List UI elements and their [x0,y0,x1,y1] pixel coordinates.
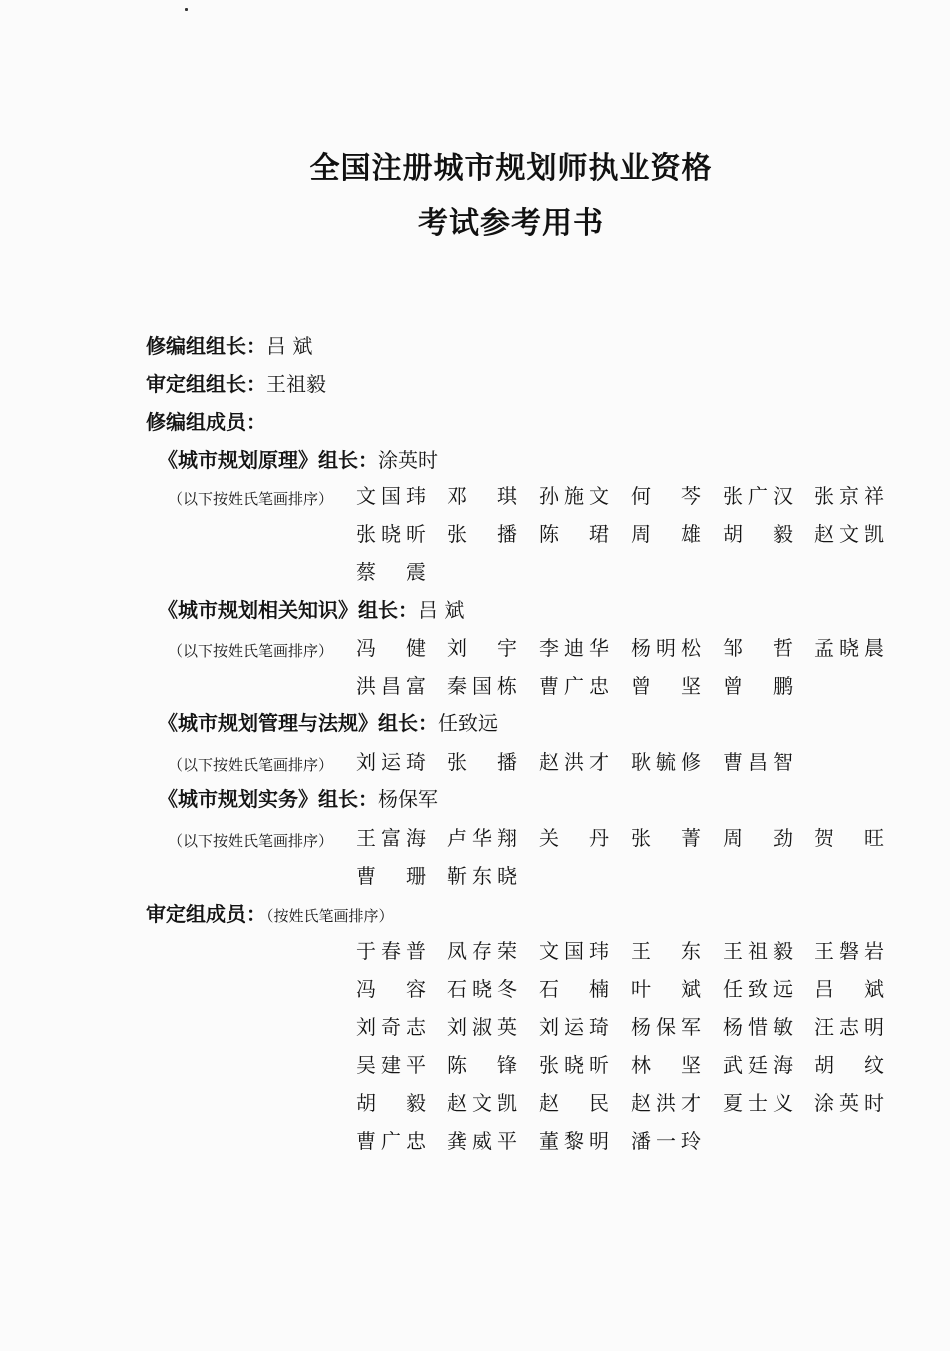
revision-members-line [146,409,266,435]
member-name: 张 菁 [631,826,701,850]
member-name: 周 雄 [631,522,701,546]
book-leader-name: 涂英时 [378,448,438,472]
sort-note: （以下按姓氏笔画排序） [168,832,334,850]
member-name: 耿 毓 修 [631,750,701,774]
member-name: 文 国 玮 [356,484,426,508]
member-name: 杨 保 军 [631,1015,701,1039]
member-name: 龚 威 平 [447,1129,517,1153]
member-name: 孙 施 文 [539,484,609,508]
review-leader-label: 审定组组长： [146,372,266,396]
name-grid [356,635,916,711]
member-name: 洪 昌 富 [356,674,426,698]
member-name: 王 东 [631,939,701,963]
member-name: 张 京 祥 [814,484,884,508]
book-heading [158,597,464,623]
title-line-2: 考试参考用书 [418,206,604,241]
name-row [356,559,916,597]
name-grid [356,483,916,597]
member-name: 曹 昌 智 [723,750,793,774]
scan-speck [185,8,188,11]
member-name: 潘 一 玲 [631,1129,701,1153]
member-name: 石 楠 [539,977,609,1001]
member-name: 卢 华 翔 [447,826,517,850]
name-row [356,1090,916,1128]
member-name: 刘 运 琦 [539,1015,609,1039]
member-name: 张 晓 昕 [356,522,426,546]
member-name: 文 国 玮 [539,939,609,963]
member-name: 邓 琪 [447,484,517,508]
name-row [356,976,916,1014]
member-name: 冯 健 [356,636,426,660]
member-name: 王 富 海 [356,826,426,850]
review-members-note: （按姓氏笔画排序） [266,907,394,925]
member-name: 杨 明 松 [631,636,701,660]
book-title: 《城市规划实务》 [158,787,318,811]
revision-members-label: 修编组成员： [146,410,266,434]
member-name: 吕 斌 [814,977,884,1001]
member-name: 曹 珊 [356,864,426,888]
member-name: 曹 广 忠 [356,1129,426,1153]
name-row [356,749,916,787]
name-grid [356,938,916,1166]
member-name: 于 春 普 [356,939,426,963]
member-name: 夏 士 义 [723,1091,793,1115]
member-name: 冯 容 [356,977,426,1001]
member-name: 刘 奇 志 [356,1015,426,1039]
member-name: 赵 文 凯 [447,1091,517,1115]
member-name: 赵 洪 才 [631,1091,701,1115]
review-members-heading [146,901,394,929]
member-name: 刘 宇 [447,636,517,660]
member-name: 汪 志 明 [814,1015,884,1039]
member-name: 任 致 远 [723,977,793,1001]
member-name: 贺 旺 [814,826,884,850]
book-title: 《城市规划原理》 [158,448,318,472]
book-heading [158,710,498,736]
name-grid [356,825,916,901]
member-name: 涂 英 时 [814,1091,884,1115]
member-name: 刘 运 琦 [356,750,426,774]
name-row [356,521,916,559]
review-leader-line [146,371,326,397]
member-name: 周 劲 [723,826,793,850]
name-grid [356,749,916,787]
member-name: 杨 惜 敏 [723,1015,793,1039]
member-name: 胡 毅 [723,522,793,546]
member-name: 王 磐 岩 [814,939,884,963]
book-title: 《城市规划管理与法规》 [158,711,378,735]
review-members-label: 审定组成员： [146,902,266,926]
member-name: 靳 东 晓 [447,864,517,888]
member-name: 孟 晓 晨 [814,636,884,660]
book-leader-label: 组长： [358,598,418,622]
review-leader-name: 王祖毅 [266,372,326,396]
member-name: 陈 锋 [447,1053,517,1077]
member-name: 赵 民 [539,1091,609,1115]
title-line-1: 全国注册城市规划师执业资格 [309,151,713,186]
name-row [356,1014,916,1052]
member-name: 张 广 汉 [723,484,793,508]
revision-leader-name: 吕 斌 [266,334,313,358]
revision-leader-line [146,333,312,359]
member-name: 董 黎 明 [539,1129,609,1153]
book-leader-name: 吕 斌 [418,598,465,622]
member-name: 刘 淑 英 [447,1015,517,1039]
member-name: 李 迪 华 [539,636,609,660]
member-name: 吴 建 平 [356,1053,426,1077]
member-name: 陈 珺 [539,522,609,546]
member-name: 赵 文 凯 [814,522,884,546]
book-leader-name: 任致远 [438,711,498,735]
member-name: 王 祖 毅 [723,939,793,963]
sort-note: （以下按姓氏笔画排序） [168,642,334,660]
book-leader-label: 组长： [318,448,378,472]
name-row [356,825,916,863]
name-row [356,483,916,521]
member-name: 石 晓 冬 [447,977,517,1001]
sort-note: （以下按姓氏笔画排序） [168,490,334,508]
member-name: 胡 毅 [356,1091,426,1115]
book-leader-label: 组长： [378,711,438,735]
member-name: 张 播 [447,522,517,546]
member-name: 张 晓 昕 [539,1053,609,1077]
name-row [356,863,916,901]
book-leader-label: 组长： [318,787,378,811]
member-name: 林 坚 [631,1053,701,1077]
sort-note: （以下按姓氏笔画排序） [168,756,334,774]
name-row [356,938,916,976]
name-row [356,635,916,673]
member-name: 邹 哲 [723,636,793,660]
member-name: 何 芩 [631,484,701,508]
member-name: 曾 鹏 [723,674,793,698]
book-heading [158,786,438,812]
member-name: 赵 洪 才 [539,750,609,774]
book-title: 《城市规划相关知识》 [158,598,358,622]
name-row [356,1128,916,1166]
member-name: 曾 坚 [631,674,701,698]
member-name: 张 播 [447,750,517,774]
member-name: 蔡 震 [356,560,426,584]
member-name: 胡 纹 [814,1053,884,1077]
member-name: 关 丹 [539,826,609,850]
revision-leader-label: 修编组组长： [146,334,266,358]
book-heading [158,447,438,473]
book-leader-name: 杨保军 [378,787,438,811]
member-name: 武 廷 海 [723,1053,793,1077]
member-name: 凤 存 荣 [447,939,517,963]
name-row [356,673,916,711]
name-row [356,1052,916,1090]
member-name: 秦 国 栋 [447,674,517,698]
member-name: 叶 斌 [631,977,701,1001]
member-name: 曹 广 忠 [539,674,609,698]
